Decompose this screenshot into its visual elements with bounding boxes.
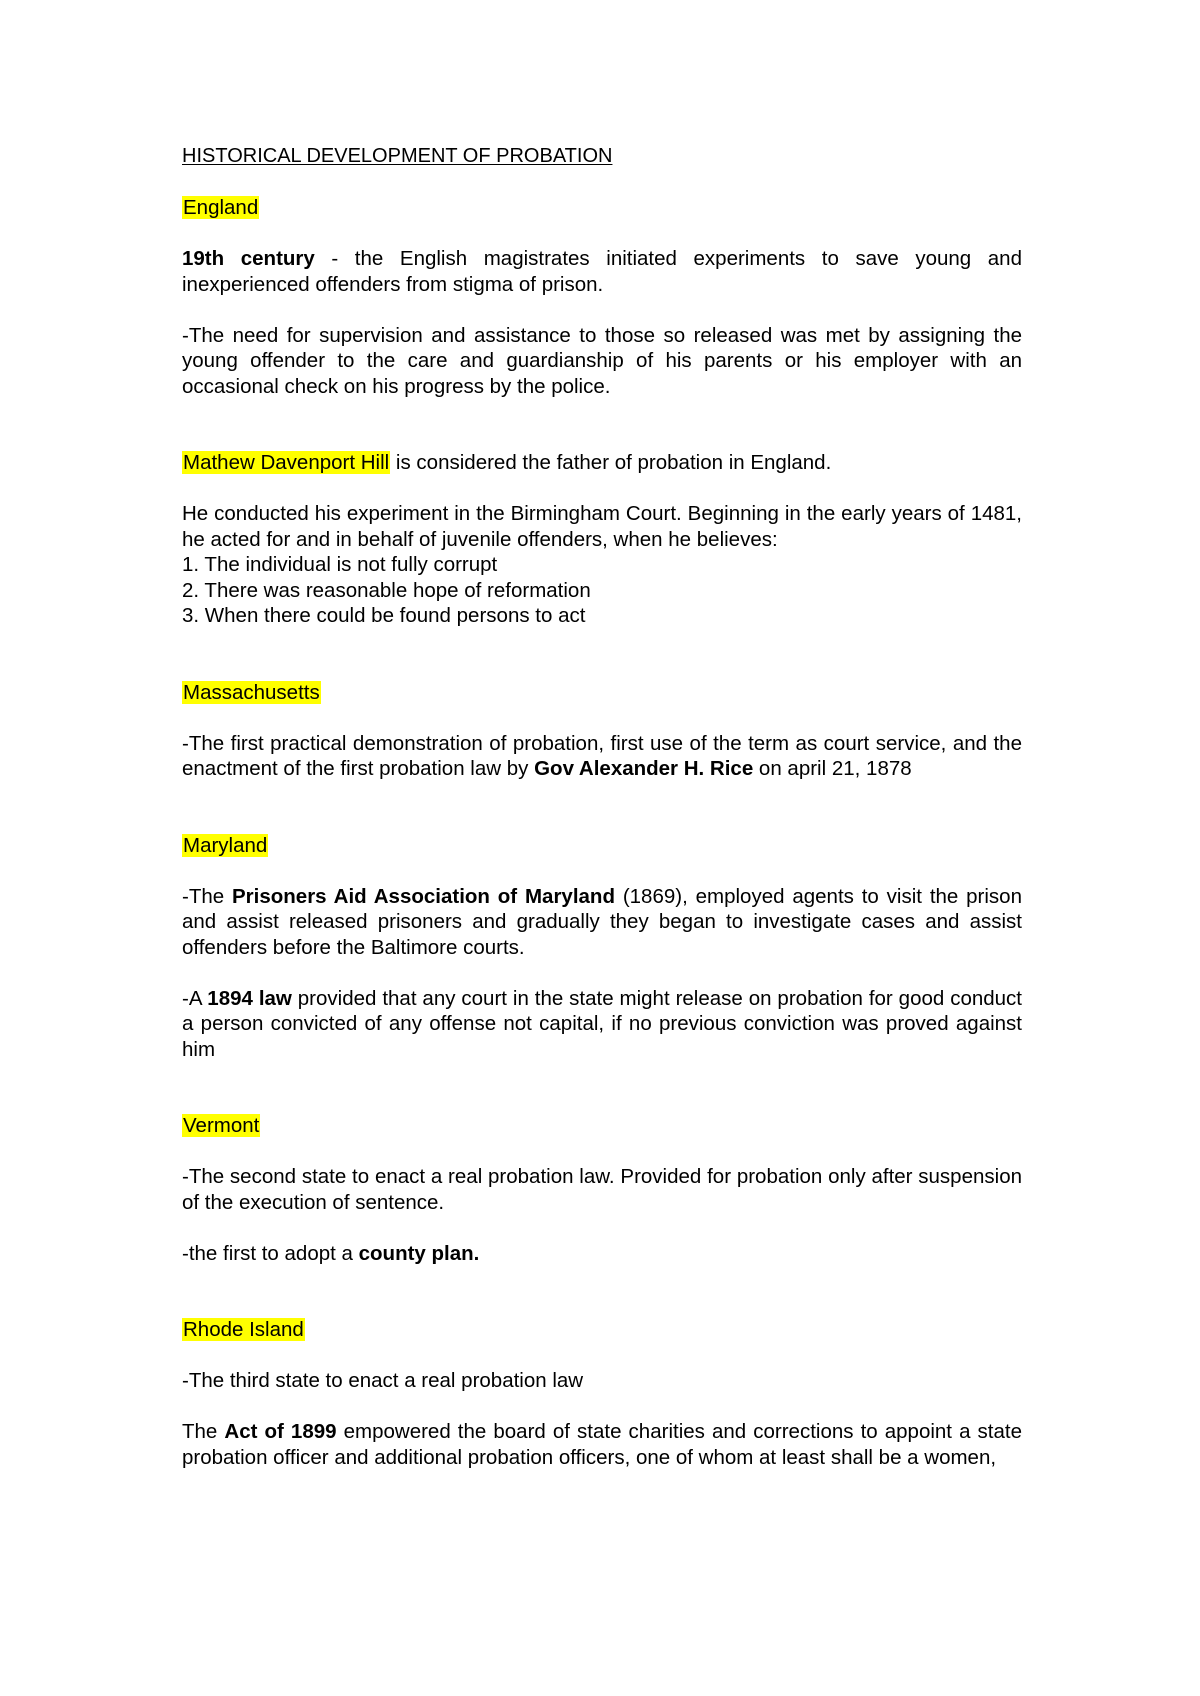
- rhode-island-paragraph-2: [182, 1419, 1022, 1470]
- rhode-island-heading-text: Rhode Island: [183, 1318, 304, 1341]
- england-19th-century: 19th century: [182, 247, 315, 270]
- law-1894: 1894 law: [207, 986, 292, 1010]
- list-item: 1. The individual is not fully corrupt: [182, 553, 498, 576]
- massachusetts-p1-text: -The first practical demonstration of probation, first use of the term as court service, and the enactment of the first probation law by: [182, 731, 1022, 780]
- massachusetts-p1-end: on april 21, 1878: [753, 757, 912, 780]
- document-body: [182, 144, 1022, 1470]
- vermont-p2-start: -the first to adopt a: [182, 1241, 359, 1265]
- england-list: [182, 552, 1022, 629]
- massachusetts-heading-text: Massachusetts: [183, 680, 320, 704]
- rhode-island-p2-text: empowered the board of state charities and corrections to appoint a state probation officer and additional probation officers, one of whom at least shall be a women,: [182, 1420, 1022, 1469]
- maryland-heading: [182, 833, 1022, 859]
- england-heading: [182, 195, 1022, 221]
- hill-text: is considered the father of probation in England.: [390, 451, 832, 474]
- act-of-1899: Act of 1899: [224, 1420, 337, 1443]
- vermont-heading: [182, 1113, 1022, 1139]
- massachusetts-paragraph-1: [182, 731, 1022, 782]
- maryland-p2-text: provided that any court in the state might release on probation for good conduct a person convicted of any offense not capital, if no previous conviction was proved against him: [182, 986, 1022, 1061]
- county-plan: county plan.: [358, 1241, 480, 1265]
- document-title: HISTORICAL DEVELOPMENT OF PROBATION: [182, 145, 613, 167]
- vermont-paragraph-1: -The second state to enact a real probation law. Provided for probation only after suspension of the execution of sentence.: [182, 1165, 1022, 1214]
- maryland-p1-text: (1869), employed agents to visit the prison and assist released prisoners and gradually they began to investigate cases and assist offenders before the Baltimore courts.: [182, 884, 1022, 959]
- hill-paragraph: [182, 450, 1022, 476]
- rhode-island-heading: [182, 1317, 1022, 1343]
- maryland-paragraph-1: [182, 884, 1022, 961]
- vermont-paragraph-2: [182, 1241, 1022, 1267]
- rhode-island-paragraph-1: -The third state to enact a real probation law: [182, 1369, 584, 1392]
- england-heading-text: England: [183, 196, 259, 219]
- england-paragraph-1: [182, 246, 1022, 297]
- england-paragraph-2: -The need for supervision and assistance to those so released was met by assigning the young offender to the care and guardianship of his parents or his employer with an occasional check on his progress by the police.: [182, 323, 1022, 398]
- list-item: 3. When there could be found persons to act: [182, 604, 586, 627]
- maryland-p1-start: -The: [182, 884, 232, 908]
- massachusetts-heading: [182, 680, 1022, 706]
- maryland-p2-start: -A: [182, 986, 208, 1010]
- rhode-island-p2-start: The: [182, 1420, 225, 1443]
- prisoners-aid-association: Prisoners Aid Association of Maryland: [232, 884, 615, 908]
- vermont-heading-text: Vermont: [183, 1114, 260, 1137]
- england-paragraph-3: He conducted his experiment in the Birmingham Court. Beginning in the early years of 1481, he acted for and in behalf of juvenile offenders, when he believes:: [182, 502, 1022, 551]
- governor-name: Gov Alexander H. Rice: [534, 757, 754, 780]
- maryland-heading-text: Maryland: [183, 833, 268, 857]
- england-p1-text: - the English magistrates initiated experiments to save young and inexperienced offenders from stigma of prison.: [182, 247, 1022, 296]
- list-item: 2. There was reasonable hope of reformation: [182, 578, 591, 602]
- maryland-paragraph-2: [182, 986, 1022, 1063]
- hill-name: Mathew Davenport Hill: [183, 451, 390, 474]
